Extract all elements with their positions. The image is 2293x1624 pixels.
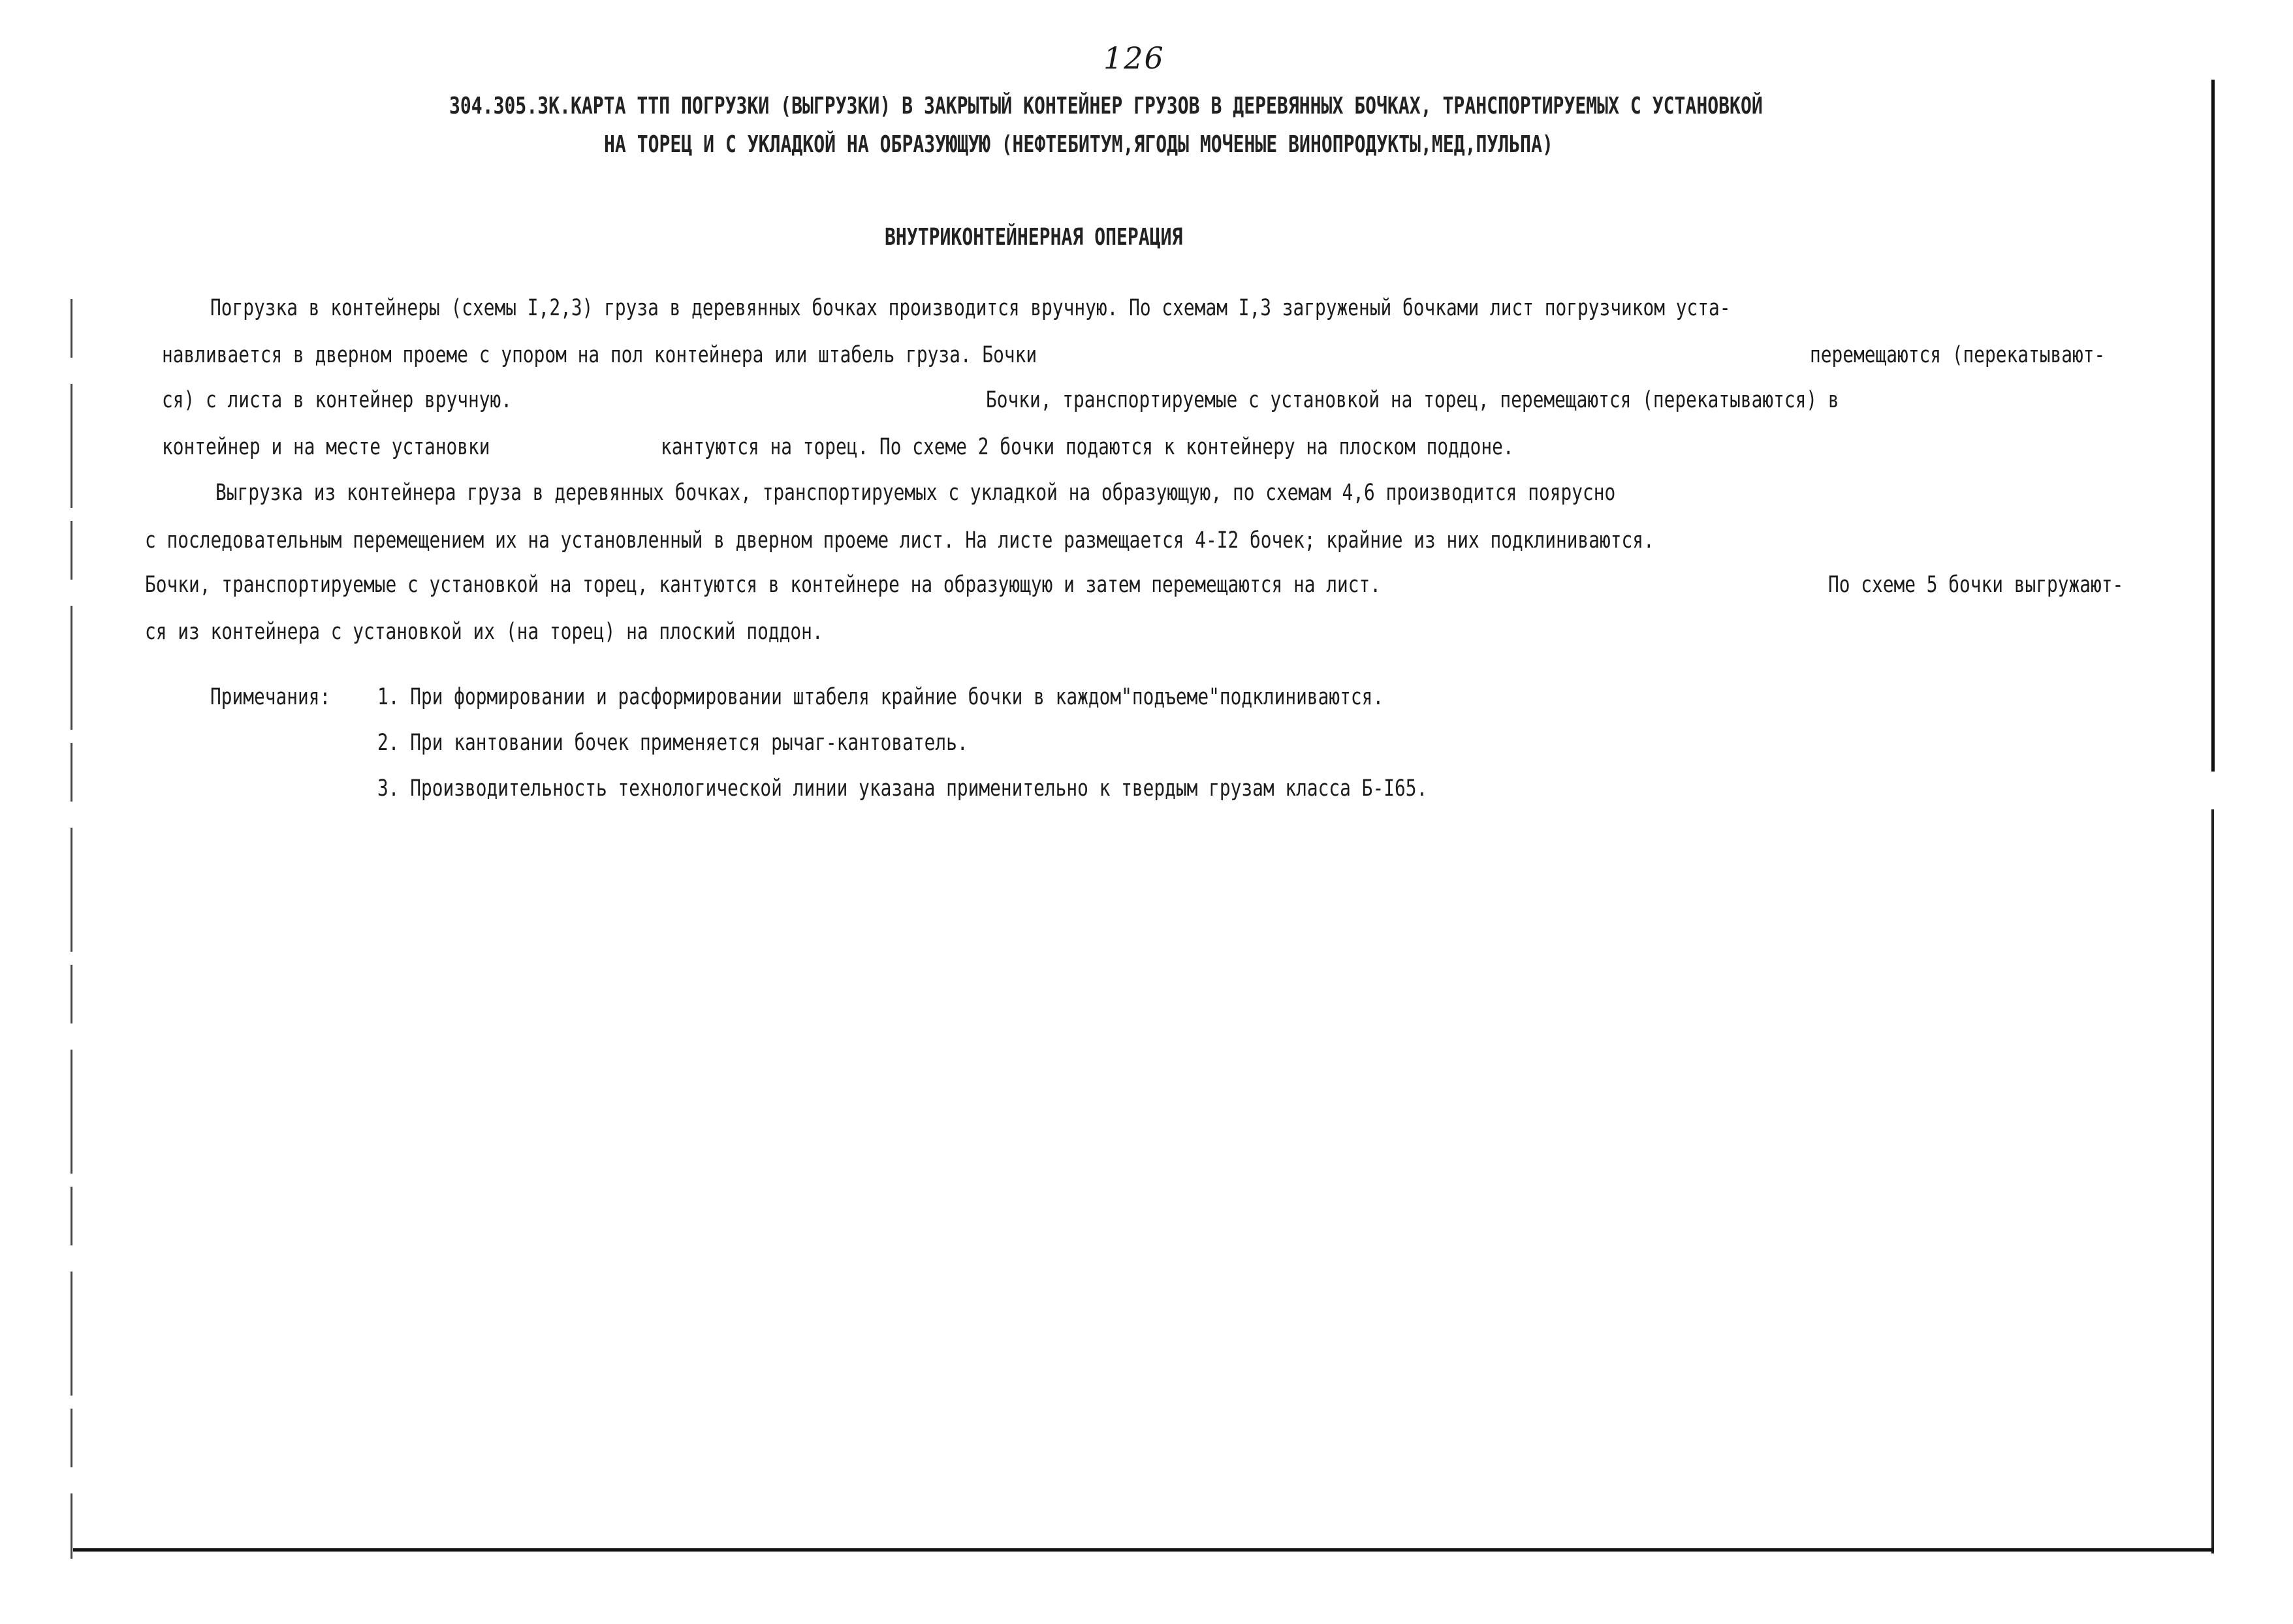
- left-frame-line: [71, 299, 72, 1559]
- note-item: [377, 684, 1384, 710]
- right-frame-line: [2211, 809, 2214, 1554]
- body-line: [1810, 342, 2105, 368]
- body-line: [215, 480, 1615, 506]
- body-text: ся) с листа в контейнер вручную.: [162, 387, 513, 413]
- page-number: 126: [1103, 40, 1165, 76]
- bottom-frame-line: [73, 1548, 2213, 1552]
- body-line: [210, 295, 1731, 321]
- note-item: [377, 730, 968, 756]
- right-frame-line: [2211, 80, 2215, 772]
- body-line: [1828, 572, 2123, 598]
- note-text: 1. При формировании и расформировании штабеля крайние бочки в каждом"подъеме"подклиниваются.: [377, 684, 1384, 710]
- body-text: кантуются на торец. По схеме 2 бочки подаются к контейнеру на плоском поддоне.: [661, 434, 1514, 460]
- section-heading: ВНУТРИКОНТЕЙНЕРНАЯ ОПЕРАЦИЯ: [885, 224, 1183, 251]
- body-line: [162, 387, 512, 413]
- notes-label-text: Примечания:: [210, 684, 331, 710]
- document-title-line-2: НА ТОРЕЦ И С УКЛАДКОЙ НА ОБРАЗУЮЩУЮ (НЕФТЕБИТУМ,ЯГОДЫ МОЧЕНЫЕ ВИНОПРОДУКТЫ,МЕД,ПУЛЬПА): [604, 131, 1553, 158]
- body-line: [986, 387, 1839, 413]
- body-text: Выгрузка из контейнера груза в деревянных бочках, транспортируемых с укладкой на образующую, по схемам 4,6 производится поярусно: [215, 480, 1616, 506]
- note-item: [377, 775, 1427, 802]
- body-text: перемещаются (перекатывают-: [1810, 342, 2106, 368]
- body-text: ся из контейнера с установкой их (на торец) на плоский поддон.: [145, 619, 823, 645]
- body-text: Погрузка в контейнеры (схемы I,2,3) груза в деревянных бочках производится вручную. По схемам I,3 загруженый бочками лист погрузчиком уста-: [210, 295, 1731, 321]
- body-line: [145, 572, 1381, 598]
- body-line: [145, 619, 823, 645]
- body-text: Бочки, транспортируемые с установкой на торец, кантуются в контейнере на образующую и затем перемещаются на лист.: [145, 572, 1381, 598]
- body-text: контейнер и на месте установки: [162, 434, 490, 460]
- document-title-line-1: 304.305.ЗК.КАРТА ТТП ПОГРУЗКИ (ВЫГРУЗКИ) В ЗАКРЫТЫЙ КОНТЕЙНЕР ГРУЗОВ В ДЕРЕВЯННЫХ БОЧКАХ, ТРАНСПОРТИРУЕМЫХ С УСТАНОВКОЙ: [449, 93, 1763, 119]
- body-text: По схеме 5 бочки выгружают-: [1828, 572, 2124, 598]
- note-text: 2. При кантовании бочек применяется рычаг-кантователь.: [377, 730, 968, 756]
- body-line: [145, 527, 1654, 554]
- note-text: 3. Производительность технологической линии указана применительно к твердым грузам класса Б-I65.: [377, 775, 1428, 802]
- body-line: [661, 434, 1514, 460]
- notes-label: [210, 684, 330, 710]
- body-text: навливается в дверном проеме с упором на пол контейнера или штабель груза. Бочки: [162, 342, 1037, 368]
- body-text: с последовательным перемещением их на установленный в дверном проеме лист. На листе размещается 4-I2 бочек; крайние из них подклиниваются.: [145, 527, 1654, 554]
- body-text: Бочки, транспортируемые с установкой на торец, перемещаются (перекатываются) в: [986, 387, 1839, 413]
- body-line: [162, 342, 1037, 368]
- body-line: [162, 434, 490, 460]
